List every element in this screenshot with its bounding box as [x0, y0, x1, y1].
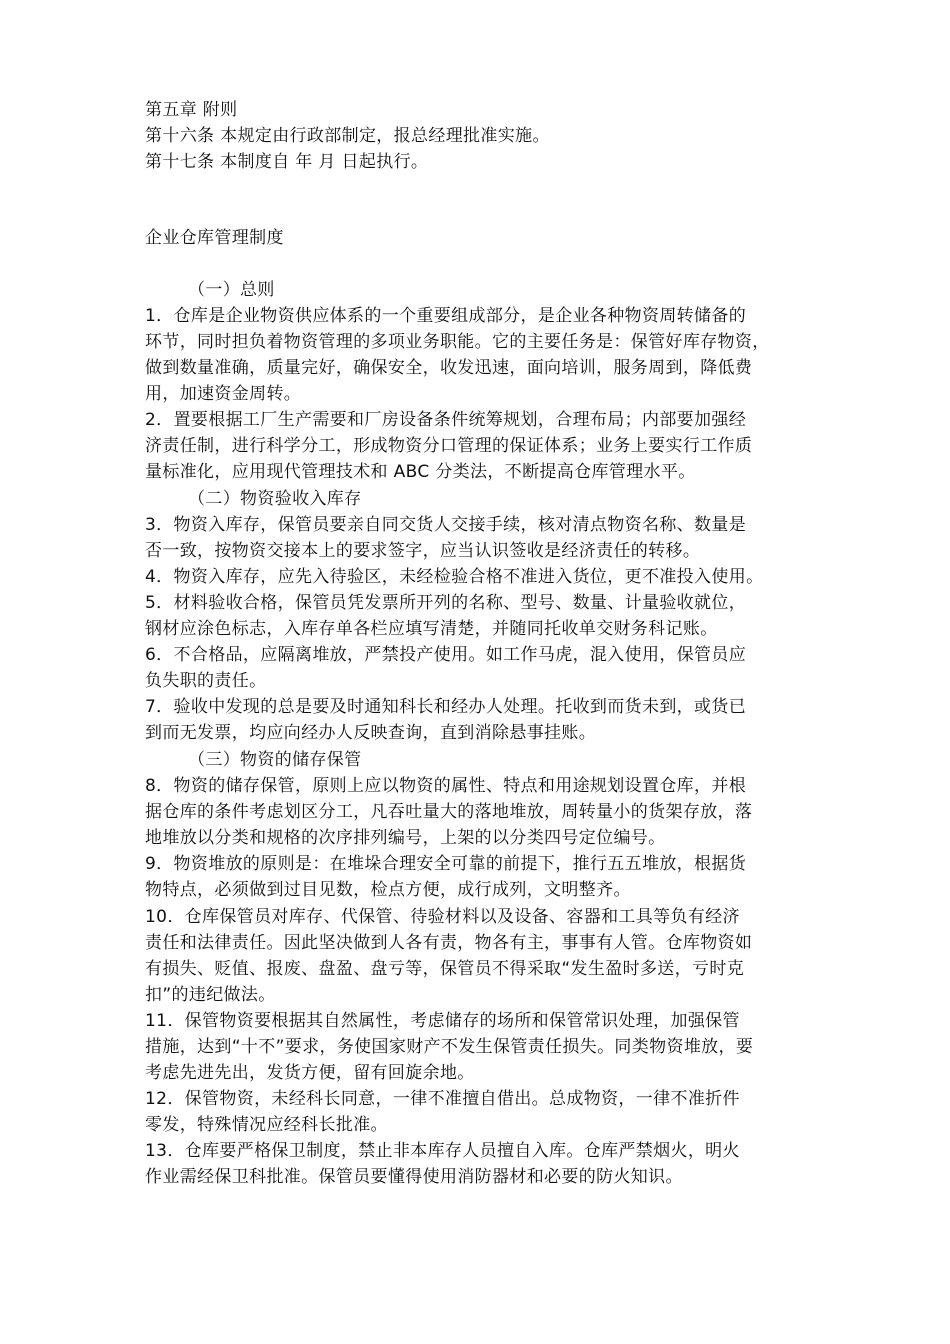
section-heading-receiving: （二）物资验收入库存: [188, 489, 362, 509]
paragraph-line: 济责任制，进行科学分工，形成物资分口管理的保证体系；业务上要实行工作质: [145, 436, 753, 456]
paragraph-line: 措施，达到“十不”要求，务使国家财产不发生保管责任损失。同类物资堆放，要: [145, 1037, 754, 1057]
paragraph-line: 3．物资入库存，保管员要亲自同交货人交接手续，核对清点物资名称、数量是: [145, 515, 747, 535]
chapter-title: 第五章 附则: [145, 100, 238, 120]
paragraph-line: 据仓库的条件考虑划区分工，凡吞吐量大的落地堆放，周转量小的货架存放，落: [145, 802, 753, 822]
paragraph-line: 零发，特殊情况应经科长批准。: [145, 1115, 388, 1135]
paragraph-line: 到而无发票，均应向经办人反映查询，直到消除悬事挂账。: [145, 723, 597, 743]
paragraph-line: 6．不合格品，应隔离堆放，严禁投产使用。如工作马虎，混入使用，保管员应: [145, 645, 747, 665]
article-17: 第十七条 本制度自 年 月 日起执行。: [145, 152, 429, 172]
paragraph-line: 13．仓库要严格保卫制度，禁止非本库存人员擅自入库。仓库严禁烟火，明火: [145, 1141, 740, 1161]
paragraph-line: 责任和法律责任。因此坚决做到人各有责，物各有主，事事有人管。仓库物资如: [145, 933, 753, 953]
article-16: 第十六条 本规定由行政部制定，报总经理批准实施。: [145, 126, 550, 146]
paragraph-line: 有损失、贬值、报废、盘盈、盘亏等，保管员不得采取“发生盈时多送，亏时克: [145, 959, 745, 979]
paragraph-line: 物特点，必须做到过目见数，检点方便，成行成列，文明整齐。: [145, 880, 631, 900]
paragraph-line: 7．验收中发现的总是要及时通知科长和经办人处理。托收到而货未到，或货已: [145, 697, 747, 717]
paragraph-line: 8．物资的储存保管，原则上应以物资的属性、特点和用途规划设置仓库，并根: [145, 776, 747, 796]
paragraph-line: 10．仓库保管员对库存、代保管、待验材料以及设备、容器和工具等负有经济: [145, 907, 740, 927]
paragraph-line: 地堆放以分类和规格的次序排列编号，上架的以分类四号定位编号。: [145, 828, 666, 848]
paragraph-line: 扣”的违纪做法。: [145, 985, 276, 1005]
paragraph-line: 做到数量准确，质量完好，确保安全，收发迅速，面向培训，服务周到，降低费: [145, 358, 753, 378]
section-heading-storage: （三）物资的储存保管: [188, 750, 362, 770]
paragraph-line: 1．仓库是企业物资供应体系的一个重要组成部分，是企业各种物资周转储备的: [145, 306, 747, 326]
section-heading-general: （一）总则: [188, 280, 275, 300]
paragraph-line: 负失职的责任。: [145, 671, 267, 691]
paragraph-line: 9．物资堆放的原则是：在堆垛合理安全可靠的前提下，推行五五堆放，根据货: [145, 854, 747, 874]
paragraph-line: 4．物资入库存，应先入待验区，未经检验合格不准进入货位，更不准投入使用。: [145, 567, 764, 587]
paragraph-line: 用，加速资金周转。: [145, 384, 302, 404]
paragraph-line: 12．保管物资，未经科长同意，一律不准擅自借出。总成物资，一律不准折件: [145, 1089, 740, 1109]
paragraph-line: 否一致，按物资交接本上的要求签字，应当认识签收是经济责任的转移。: [145, 541, 701, 561]
document-title: 企业仓库管理制度: [145, 228, 284, 248]
paragraph-line: 环节，同时担负着物资管理的多项业务职能。它的主要任务是：保管好库存物资，: [145, 332, 770, 352]
paragraph-line: 量标准化，应用现代管理技术和 ABC 分类法，不断提高仓库管理水平。: [145, 462, 696, 482]
paragraph-line: 考虑先进先出，发货方便，留有回旋余地。: [145, 1063, 475, 1083]
paragraph-line: 作业需经保卫科批准。保管员要懂得使用消防器材和必要的防火知识。: [145, 1167, 683, 1187]
paragraph-line: 2．置要根据工厂生产需要和厂房设备条件统筹规划，合理布局；内部要加强经: [145, 410, 747, 430]
paragraph-line: 5．材料验收合格，保管员凭发票所开列的名称、型号、数量、计量验收就位，: [145, 593, 747, 613]
paragraph-line: 11．保管物资要根据其自然属性，考虑储存的场所和保管常识处理，加强保管: [145, 1011, 740, 1031]
paragraph-line: 钢材应涂色标志，入库存单各栏应填写清楚，并随同托收单交财务科记账。: [145, 619, 718, 639]
